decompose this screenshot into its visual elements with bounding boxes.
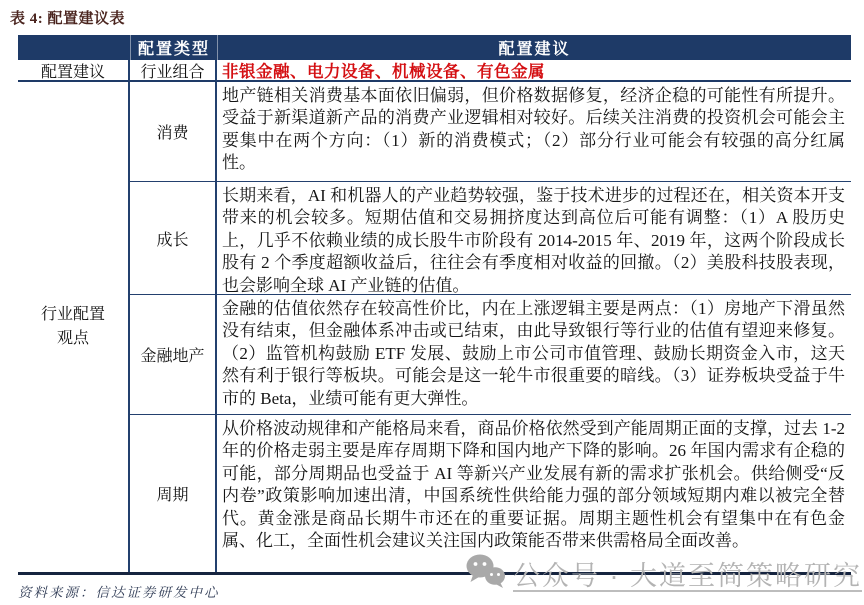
report-page xyxy=(0,7,864,605)
header-cell-empty xyxy=(18,35,130,60)
row-advice-cyclical: 从价格波动规律和产能格局来看，商品价格依然受到产能周期正面的支撑，过去 1-2 年的价格走弱主要是库存周期下降和国内地产下降的影响。26 年国内需求有企稳的可能，部分周期品也受益于 AI 等新兴产业发展有新的需求扩张机会。供给侧受“反内卷”政策影响加速出清，中国系统性供给能力强的部分领域短期内难以被完全替代。黄金涨是商品长期牛市还在的重要证据。周期主题性机会有望集中在有色金属、化工，全面性机会建议关注国内政策能否带来供需格局全面改善。 xyxy=(222,419,845,551)
row-label-consumption: 消费 xyxy=(130,82,217,182)
row-label-growth: 成长 xyxy=(130,182,217,295)
row-advice-consumption: 地产链相关消费基本面依旧偏弱，但价格数据修复，经济企稳的可能性有所提升。受益于新渠道新产品的消费产业逻辑相对较好。后续关注消费的投资机会可能会主要集中在两个方向：（1）新的消费模式；（2）部分行业可能会有较强的高分红属性。 xyxy=(217,82,851,182)
row-label-financials: 金融地产 xyxy=(130,295,217,415)
allocation-advice: 非银金融、电力设备、机械设备、有色金属 xyxy=(217,60,851,82)
industry-view-label-cell xyxy=(18,82,130,572)
header-cell-type: 配置类型 xyxy=(130,35,217,60)
table-title: 表 4: 配置建议表 xyxy=(10,11,125,27)
industry-view-label: 行业配置观点 xyxy=(40,306,105,347)
row-advice-financials: 金融的估值依然存在较高性价比，内在上涨逻辑主要是两点：（1）房地产下滑虽然没有结束，但金融体系冲击或已结束，由此导致银行等行业的估值有望迎来修复。（2）监管机构鼓励 ETF 发展、鼓励上市公司市值管理、鼓励长期资金入市，这天然有利于银行等板块。可能会是这一轮牛市很重要的暗线。（3）证券板块受益于牛市的 Beta，业绩可能有更大弹性。 xyxy=(217,295,851,415)
row-advice-growth: 长期来看，AI 和机器人的产业趋势较强，鉴于技术进步的过程还在，相关资本开支带来的机会较多。短期估值和交易拥挤度达到高位后可能有调整：（1）A 股历史上，几乎不依赖业绩的成长股牛市阶段有 2014-2015 年、2019 年，这两个阶段成长股有 2 个季度超额收益后，往往会有季度相对收益的回撤。（2）美股科技股表现，也会影响全球 AI 产业链的估值。 xyxy=(217,182,851,295)
watermark-text: 公众号 · 大道至简策略研究 xyxy=(513,561,862,591)
source-note: 资料来源：信达证券研发中心 xyxy=(18,585,220,600)
allocation-label: 配置建议 xyxy=(18,60,130,82)
row-label-cyclical: 周期 xyxy=(130,415,217,572)
allocation-table xyxy=(18,35,851,575)
allocation-type: 行业组合 xyxy=(130,60,217,82)
header-cell-advice: 配置建议 xyxy=(217,35,851,60)
